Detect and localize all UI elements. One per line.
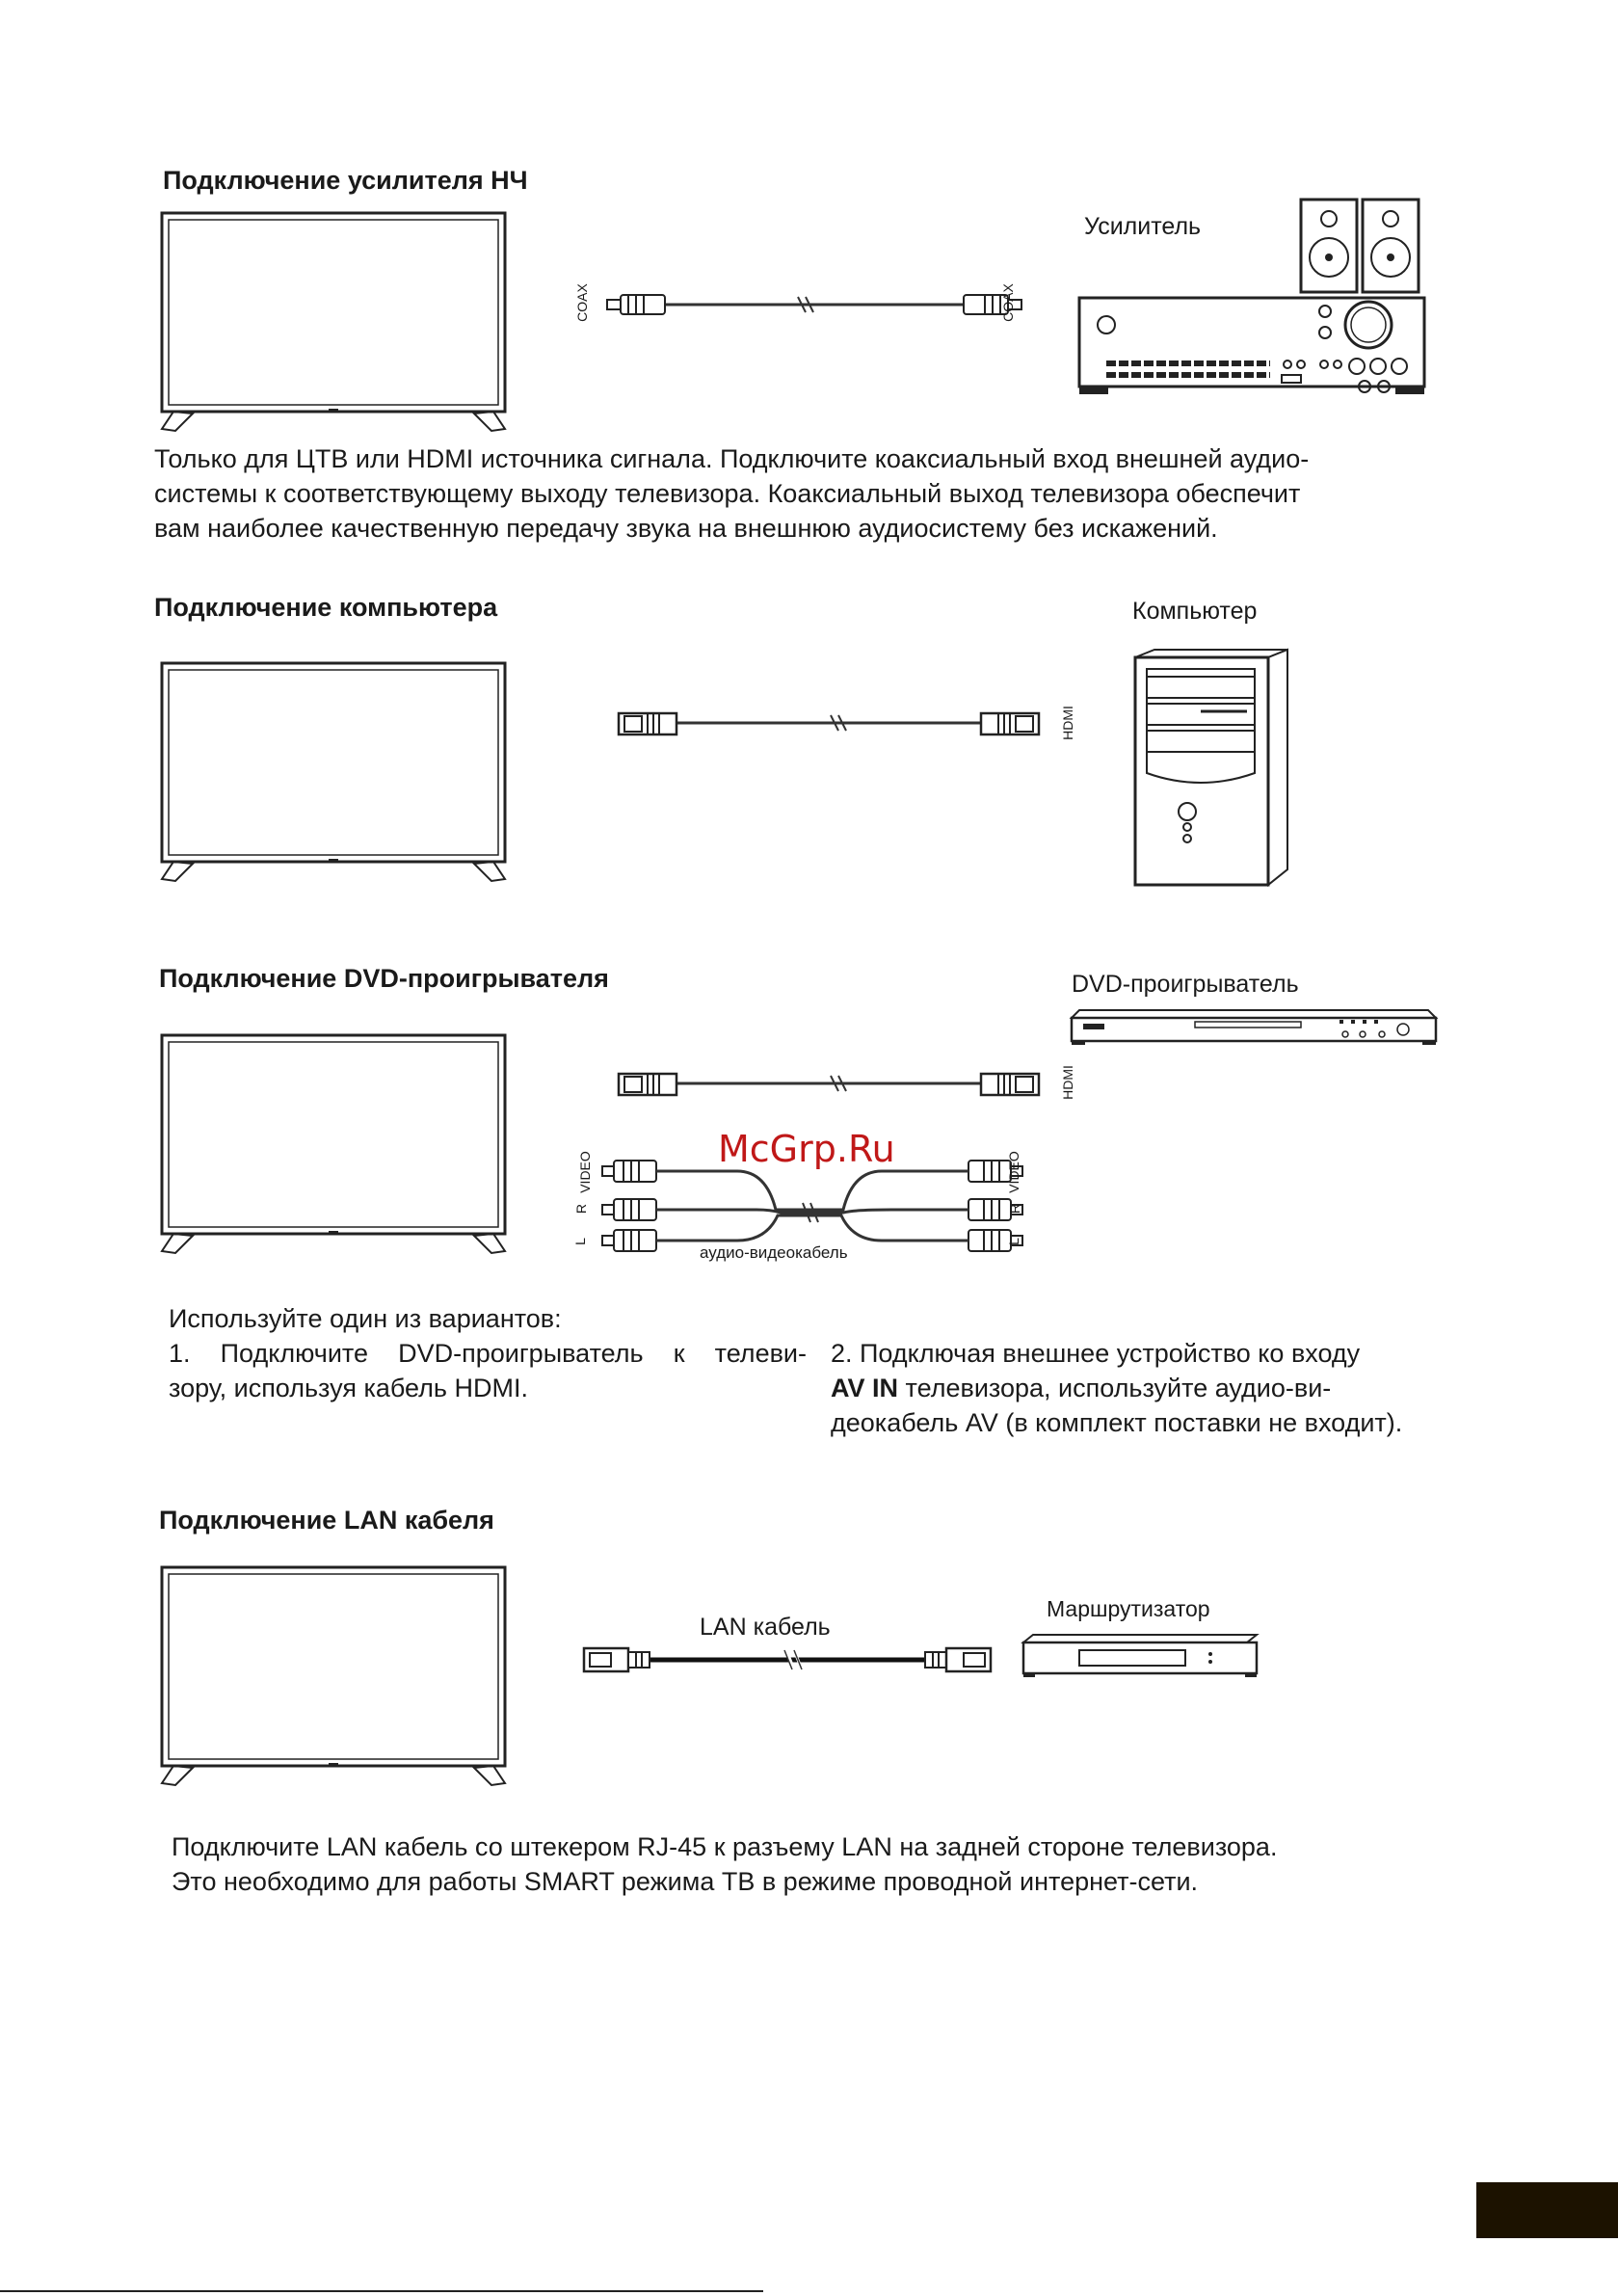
av-port-left-r: R xyxy=(573,1203,590,1215)
amplifier-paragraph-line-2: системы к соответствующему выходу телевизора. Коаксиальный выход телевизора обеспечит xyxy=(154,479,1301,508)
watermark: McGrp.Ru xyxy=(718,1128,895,1170)
hdmi-port-computer: HDMI xyxy=(1059,706,1075,740)
amplifier-paragraph xyxy=(154,441,1465,546)
tv-illustration-amplifier xyxy=(160,211,507,435)
av-port-right-video: VIDEO xyxy=(1005,1151,1021,1193)
av-port-left-video: VIDEO xyxy=(576,1151,593,1193)
bottom-rule xyxy=(0,2290,763,2292)
amplifier-illustration xyxy=(1077,198,1426,400)
computer-heading: Подключение компьютера xyxy=(154,593,498,622)
amplifier-paragraph-line-1: Только для ЦТВ или HDMI источника сигнала. Подключите коаксиальный вход внешней аудио- xyxy=(154,444,1310,473)
lan-paragraph-line-2: Это необходимо для работы SMART режима ТВ в режиме проводной интернет-сети. xyxy=(172,1867,1199,1896)
lan-cable xyxy=(582,1642,993,1677)
tv-illustration-computer xyxy=(160,661,507,885)
router-illustration xyxy=(1021,1633,1259,1679)
lan-paragraph xyxy=(172,1829,1482,1899)
av-cable xyxy=(602,1155,1022,1255)
tv-illustration-lan xyxy=(160,1565,507,1789)
dvd-option-1-line-2: зору, используя кабель HDMI. xyxy=(169,1374,528,1402)
av-port-right-r: R xyxy=(1007,1203,1023,1215)
dvd-option-2-line-3: деокабель AV (в комплект поставки не входит). xyxy=(831,1408,1403,1437)
lan-paragraph-line-1: Подключите LAN кабель со штекером RJ-45 к разъему LAN на задней стороне телевизора. xyxy=(172,1832,1278,1861)
coax-port-right: COAX xyxy=(999,283,1016,322)
page-number-tab xyxy=(1476,2182,1618,2238)
av-port-right-l: L xyxy=(1005,1238,1021,1245)
router-label: Маршрутизатор xyxy=(1047,1596,1210,1621)
amplifier-paragraph-line-3: вам наиболее качественную передачу звука на внешнюю аудиосистему без искажений. xyxy=(154,514,1218,543)
hdmi-cable-computer xyxy=(617,704,1041,742)
av-in-label: AV IN xyxy=(831,1374,899,1402)
computer-illustration xyxy=(1133,648,1291,889)
dvd-label: DVD-проигрыватель xyxy=(1072,971,1299,998)
dvd-player-illustration xyxy=(1070,1008,1438,1047)
av-port-left-l: L xyxy=(571,1238,588,1245)
dvd-intro: Используйте один из вариантов: xyxy=(169,1304,562,1333)
tv-illustration-dvd xyxy=(160,1033,507,1257)
dvd-option-1-line-1: 1. Подключите DVD-проигрыватель к телеви- xyxy=(169,1339,807,1368)
computer-label: Компьютер xyxy=(1132,598,1258,625)
dvd-option-2-line-2: AV IN телевизора, используйте аудио-ви- xyxy=(831,1374,1332,1402)
hdmi-cable-dvd xyxy=(617,1064,1041,1103)
coax-port-left: COAX xyxy=(573,283,590,322)
dvd-option-2 xyxy=(831,1336,1486,1440)
dvd-option-2-line-1: 2. Подключая внешнее устройство ко входу xyxy=(831,1339,1361,1368)
coax-cable xyxy=(607,287,1021,322)
dvd-heading: Подключение DVD-проигрывателя xyxy=(159,964,609,993)
av-cable-label: аудио-видеокабель xyxy=(700,1243,848,1262)
dvd-option-1 xyxy=(169,1336,807,1405)
amplifier-heading: Подключение усилителя НЧ xyxy=(163,166,528,195)
hdmi-port-dvd: HDMI xyxy=(1059,1065,1075,1100)
lan-cable-label: LAN кабель xyxy=(700,1614,831,1641)
amplifier-label: Усилитель xyxy=(1084,213,1202,240)
lan-heading: Подключение LAN кабеля xyxy=(159,1506,494,1535)
